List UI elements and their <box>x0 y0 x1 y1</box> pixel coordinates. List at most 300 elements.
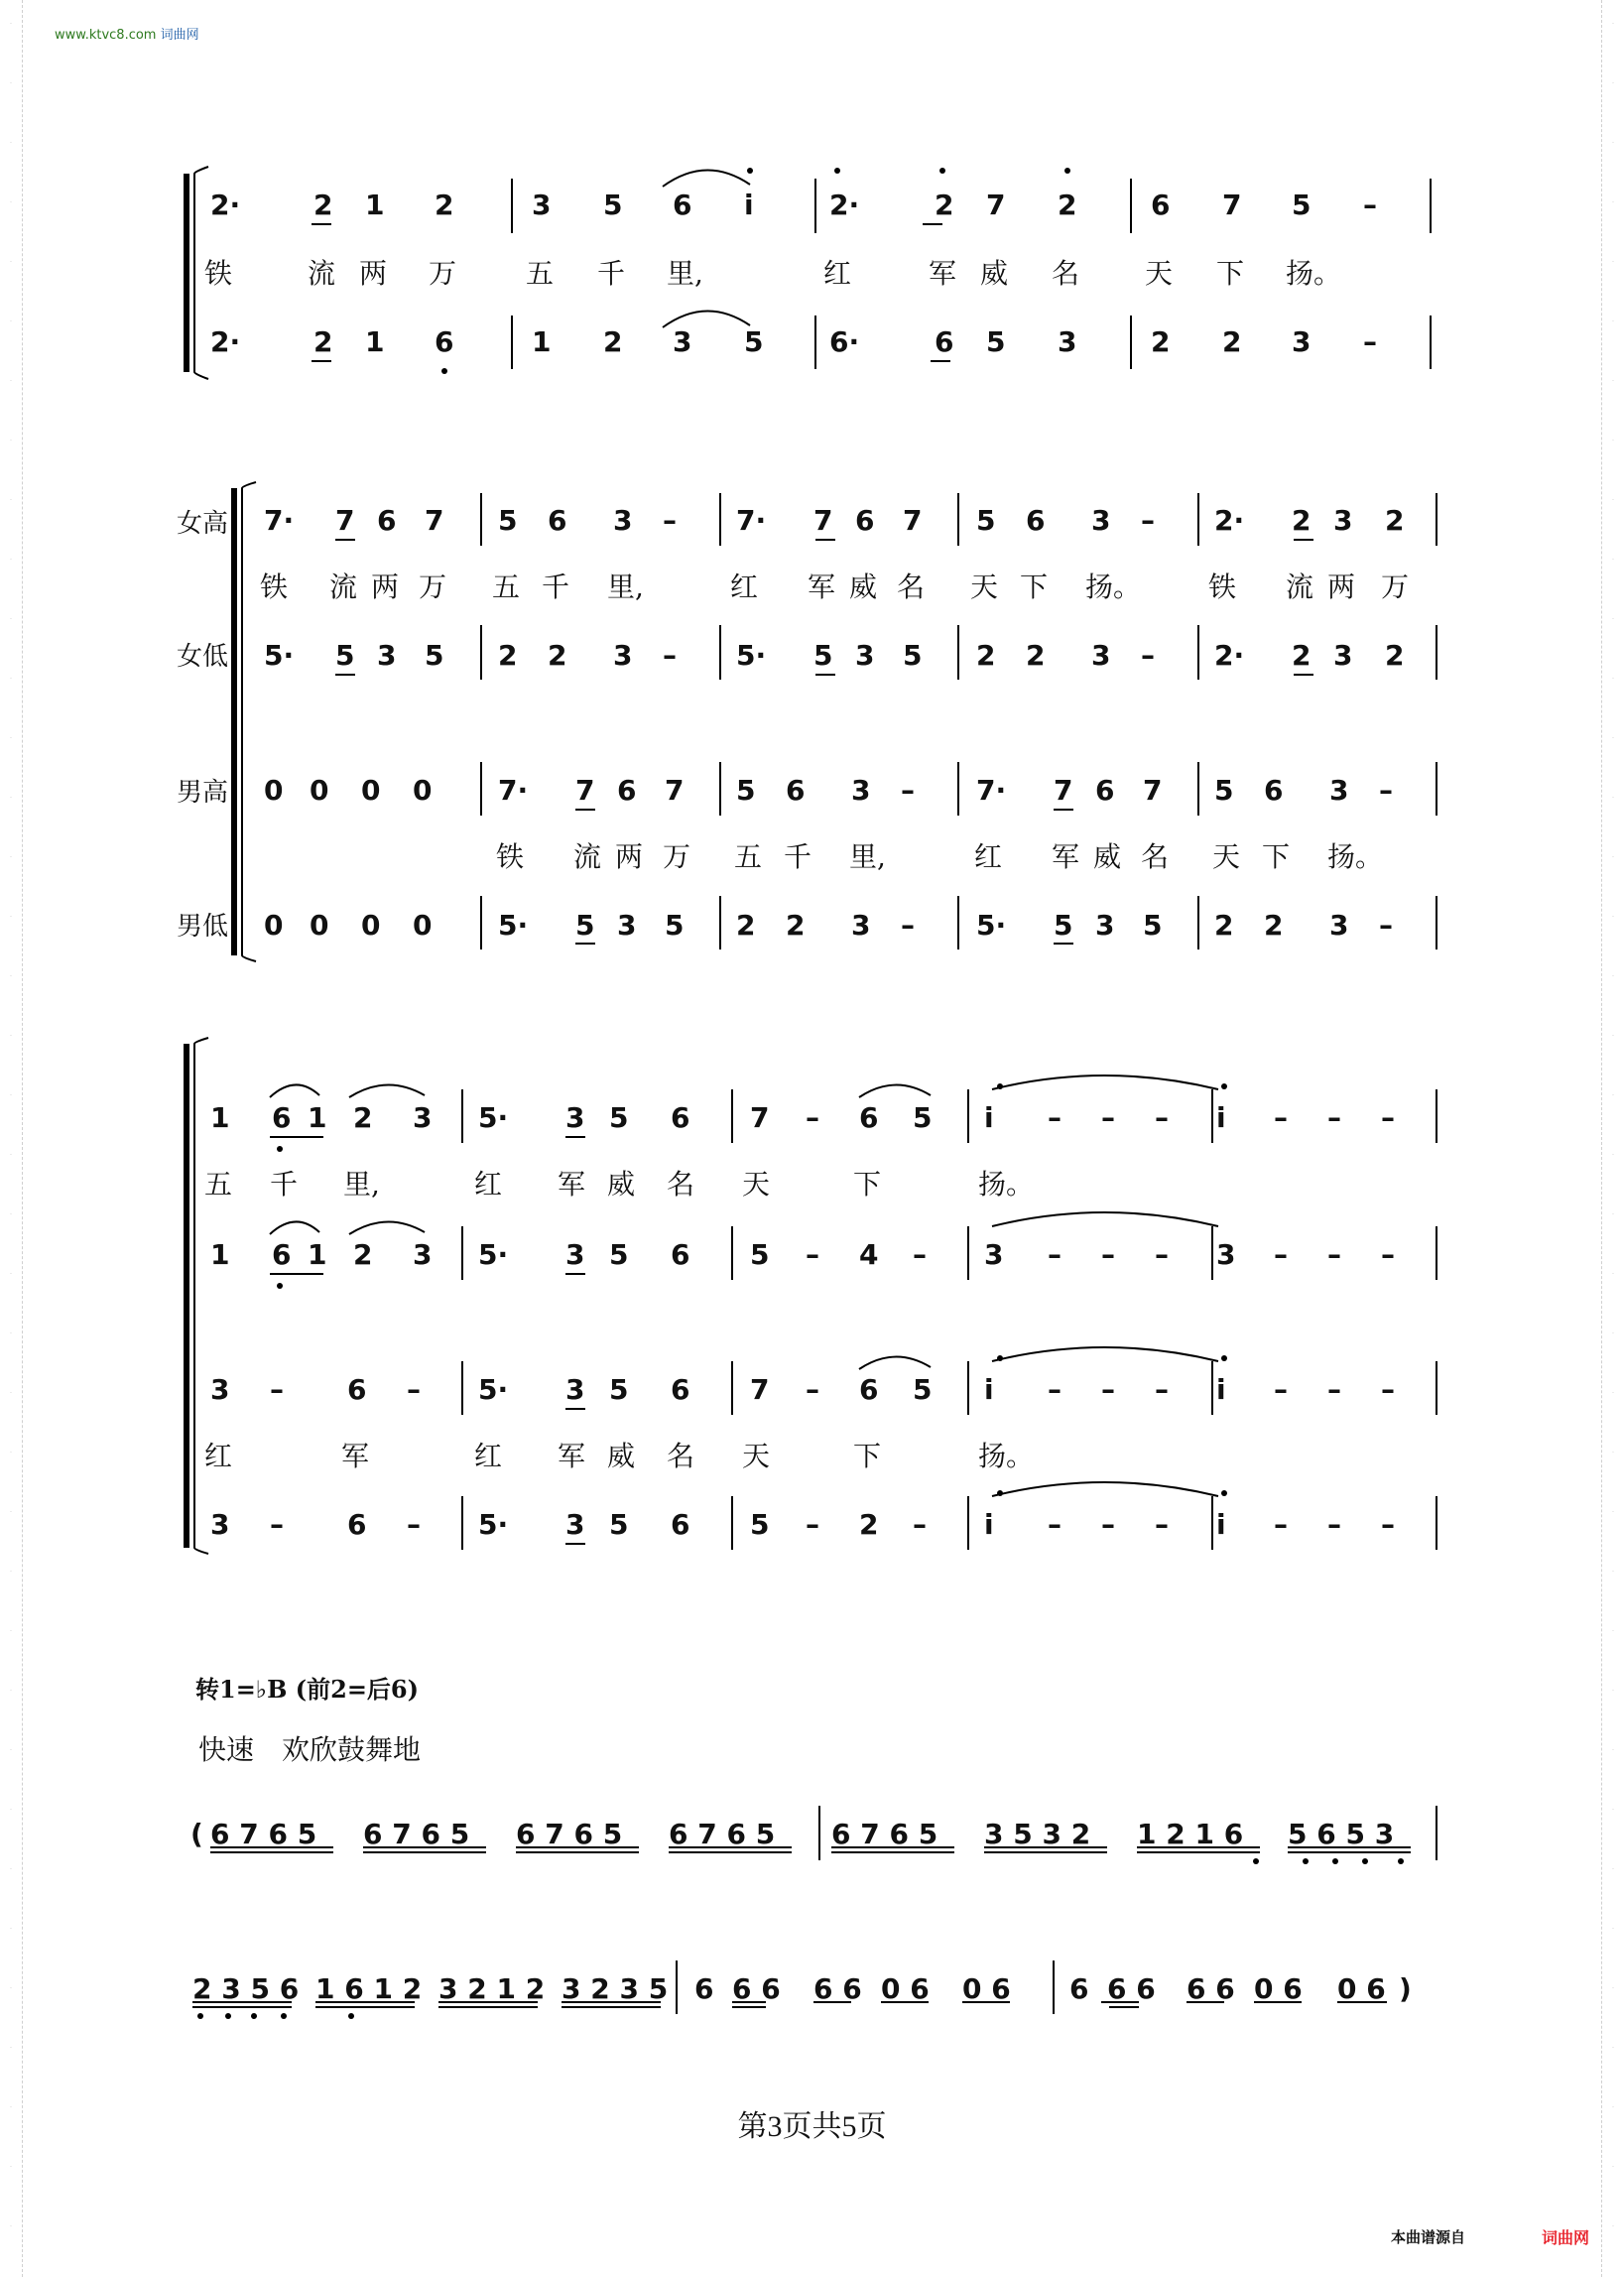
watermark-mark: · <box>9 734 13 742</box>
watermark-mark: · <box>1611 1865 1615 1873</box>
source-site-logo[interactable]: 词曲网 <box>1542 2228 1590 2247</box>
note: 6 <box>347 1508 367 1541</box>
note-group: 6 7 6 5 <box>516 1818 623 1850</box>
note: 0 <box>413 909 433 942</box>
note: – <box>1155 1373 1169 1406</box>
watermark-mark: · <box>9 377 13 385</box>
note: 0 <box>413 774 433 807</box>
note-group: 0 6 <box>881 1972 930 2005</box>
lyric: 天 <box>1145 257 1174 290</box>
note: – <box>806 1101 819 1134</box>
note: – <box>270 1373 284 1406</box>
note-group: 3 2 1 2 <box>438 1972 546 2005</box>
note-group: 3 5 3 2 <box>984 1818 1091 1850</box>
note: 5 <box>575 909 595 942</box>
note: 2· <box>210 189 241 221</box>
note: 0 <box>264 774 284 807</box>
note-group: 5 6 5 3 <box>1288 1818 1395 1850</box>
note: 5 <box>609 1373 629 1406</box>
note: 2 <box>1292 504 1312 537</box>
note: 2 <box>313 189 333 221</box>
note: 5 <box>744 325 764 358</box>
note: 0 <box>310 774 329 807</box>
watermark-mark: · <box>9 1568 13 1576</box>
watermark-mark: · <box>1611 913 1615 921</box>
watermark-mark: · <box>9 1508 13 1516</box>
note: 6 <box>935 325 954 358</box>
note: 0 <box>361 774 381 807</box>
note-group: ) <box>1399 1972 1412 2005</box>
note: 3 <box>413 1238 433 1271</box>
note: 2 <box>1222 325 1242 358</box>
note: – <box>1155 1238 1169 1271</box>
note: 5 <box>609 1238 629 1271</box>
watermark-mark: · <box>1611 1746 1615 1754</box>
lyric: 名 <box>667 1440 695 1472</box>
watermark-mark: · <box>1611 1984 1615 1992</box>
lyric: 万 <box>429 257 457 290</box>
watermark-mark: · <box>9 1449 13 1456</box>
site-url[interactable]: www.ktvc8.com <box>55 28 157 43</box>
lyric: 五 <box>204 1168 233 1201</box>
note: – <box>1155 1101 1169 1134</box>
note: 3 <box>565 1101 585 1134</box>
watermark-mark: · <box>1611 1151 1615 1159</box>
note-group: 3 2 3 5 <box>562 1972 669 2005</box>
watermark-mark: · <box>1611 2103 1615 2111</box>
note: 3 <box>1333 504 1353 537</box>
note: – <box>1381 1373 1395 1406</box>
note: 6 <box>377 504 397 537</box>
note: – <box>1048 1508 1062 1541</box>
watermark-mark: · <box>9 556 13 564</box>
note: – <box>1048 1373 1062 1406</box>
note: 5· <box>478 1373 509 1406</box>
note: 7 <box>750 1101 770 1134</box>
note: 2 <box>1214 909 1234 942</box>
note: 7· <box>498 774 529 807</box>
lyric: 天 <box>970 570 999 603</box>
note: 5 <box>425 639 444 672</box>
note: 5· <box>478 1101 509 1134</box>
note: – <box>1101 1508 1115 1541</box>
note: 6 <box>548 504 567 537</box>
note: 3 <box>565 1373 585 1406</box>
watermark-mark: · <box>1611 496 1615 504</box>
note: 0 <box>310 909 329 942</box>
watermark-mark: · <box>9 1746 13 1754</box>
lyric: 万 <box>419 570 447 603</box>
watermark-mark: · <box>1611 853 1615 861</box>
note: 2 <box>435 189 454 221</box>
note: 5 <box>609 1101 629 1134</box>
watermark-mark: · <box>9 79 13 87</box>
watermark-mark: · <box>1611 1389 1615 1397</box>
note: – <box>1381 1238 1395 1271</box>
lyric: 天 <box>1212 840 1241 873</box>
note: 1 <box>308 1101 327 1134</box>
note: 2 <box>1264 909 1284 942</box>
lyric: 名 <box>1052 257 1080 290</box>
watermark-mark: · <box>9 317 13 325</box>
note: 3 <box>1292 325 1312 358</box>
note-group: 6 7 6 5 <box>831 1818 938 1850</box>
note: 2· <box>1214 504 1245 537</box>
lyric: 红 <box>204 1440 233 1472</box>
note: 2 <box>1151 325 1171 358</box>
watermark-mark: · <box>9 437 13 444</box>
note-group: 0 6 <box>1337 1972 1386 2005</box>
watermark-mark: · <box>9 972 13 980</box>
lyric: 两 <box>371 570 400 603</box>
watermark-mark: · <box>9 1210 13 1218</box>
watermark-mark: · <box>9 1270 13 1278</box>
lyric: 下 <box>853 1168 882 1201</box>
note: 5· <box>264 639 295 672</box>
lyric: 扬。 <box>978 1168 1035 1201</box>
note: – <box>1048 1101 1062 1134</box>
note: 5 <box>665 909 685 942</box>
watermark-mark: · <box>9 496 13 504</box>
lyric: 里, <box>667 257 703 290</box>
lyric: 威 <box>849 570 878 603</box>
lyric: 流 <box>329 570 358 603</box>
watermark-mark: · <box>9 1151 13 1159</box>
note: 2· <box>210 325 241 358</box>
note: 1 <box>210 1238 230 1271</box>
note: 5· <box>498 909 529 942</box>
watermark-mark: · <box>1611 1627 1615 1635</box>
watermark-mark: · <box>9 2222 13 2230</box>
note: 0 <box>361 909 381 942</box>
note: – <box>407 1373 421 1406</box>
note: 3 <box>1329 909 1349 942</box>
lyric: 两 <box>1327 570 1356 603</box>
note: 5 <box>1054 909 1073 942</box>
note: 5· <box>976 909 1007 942</box>
watermark-mark: · <box>9 1091 13 1099</box>
watermark-mark: · <box>1611 317 1615 325</box>
note: – <box>1363 325 1377 358</box>
note: 5 <box>1143 909 1163 942</box>
lyric: 红 <box>823 257 852 290</box>
note: i <box>1216 1508 1226 1541</box>
lyric: 军 <box>558 1440 586 1472</box>
note: 7 <box>1143 774 1163 807</box>
note: 3 <box>413 1101 433 1134</box>
note: 2 <box>859 1508 879 1541</box>
lyric: 下 <box>1262 840 1291 873</box>
note: – <box>1274 1238 1288 1271</box>
note-group: 6 <box>694 1972 714 2005</box>
note: 5· <box>478 1508 509 1541</box>
note: i <box>1216 1101 1226 1134</box>
lyric: 五 <box>492 570 521 603</box>
lyric: 威 <box>607 1168 636 1201</box>
note: 3 <box>565 1238 585 1271</box>
watermark-mark: · <box>1611 615 1615 623</box>
note: 5 <box>1214 774 1234 807</box>
note-group: 0 6 <box>1254 1972 1303 2005</box>
lyric: 铁 <box>496 840 525 873</box>
note: – <box>806 1238 819 1271</box>
lyric: 红 <box>974 840 1003 873</box>
watermark-mark: · <box>9 853 13 861</box>
lyric: 流 <box>1286 570 1314 603</box>
note: – <box>1274 1101 1288 1134</box>
note: 2 <box>498 639 518 672</box>
watermark-mark: · <box>9 20 13 28</box>
note: 7 <box>813 504 833 537</box>
lyric: 名 <box>897 570 926 603</box>
note: 6 <box>671 1101 690 1134</box>
note-group: 6 7 6 5 <box>363 1818 470 1850</box>
watermark-mark: · <box>9 615 13 623</box>
note: 6 <box>1264 774 1284 807</box>
note: 6 <box>1095 774 1115 807</box>
note: – <box>1274 1373 1288 1406</box>
lyric: 万 <box>1381 570 1410 603</box>
note: 7 <box>750 1373 770 1406</box>
lyric: 天 <box>742 1168 771 1201</box>
note-group: 6 6 <box>1107 1972 1156 2005</box>
watermark-mark: · <box>1611 1925 1615 1933</box>
tempo-marking: 快速 欢欣鼓舞地 <box>198 1733 422 1766</box>
watermark-mark: · <box>9 1389 13 1397</box>
lyric: 里, <box>607 570 644 603</box>
lyric: 流 <box>308 257 336 290</box>
watermark-mark: · <box>1611 734 1615 742</box>
note-group: 1 2 1 6 <box>1137 1818 1244 1850</box>
watermark-mark: · <box>1611 139 1615 147</box>
note: 3 <box>613 639 633 672</box>
note: i <box>1216 1373 1226 1406</box>
watermark-mark: · <box>1611 2222 1615 2230</box>
watermark-mark: · <box>9 1925 13 1933</box>
note: 5 <box>335 639 355 672</box>
note: – <box>1379 774 1393 807</box>
watermark-mark: · <box>9 2044 13 2052</box>
watermark-mark: · <box>9 198 13 206</box>
watermark-mark: · <box>9 675 13 683</box>
lyric: 威 <box>1093 840 1122 873</box>
note: – <box>901 774 915 807</box>
lyric: 五 <box>526 257 555 290</box>
lyric: 铁 <box>1208 570 1237 603</box>
note: – <box>1327 1101 1341 1134</box>
note: – <box>901 909 915 942</box>
note: 6 <box>859 1101 879 1134</box>
watermark-mark: · <box>9 1984 13 1992</box>
note: – <box>1327 1373 1341 1406</box>
lyric: 名 <box>1141 840 1170 873</box>
lyric: 军 <box>808 570 836 603</box>
lyric: 红 <box>474 1440 503 1472</box>
lyric: 天 <box>742 1440 771 1472</box>
note: 5 <box>813 639 833 672</box>
note: 3 <box>1091 639 1111 672</box>
lyric: 千 <box>542 570 570 603</box>
watermark-mark: · <box>9 1865 13 1873</box>
note-group: 6 <box>1069 1972 1089 2005</box>
lyric: 扬。 <box>1327 840 1384 873</box>
note: 2 <box>1385 639 1405 672</box>
watermark-mark: · <box>1611 198 1615 206</box>
note: 2 <box>353 1238 373 1271</box>
watermark-mark: · <box>1611 1508 1615 1516</box>
note-group: ( <box>190 1818 203 1850</box>
note: 6 <box>435 325 454 358</box>
note: – <box>913 1508 927 1541</box>
note: 5 <box>913 1101 933 1134</box>
watermark-mark: · <box>9 1032 13 1040</box>
watermark-mark: · <box>9 1627 13 1635</box>
lyric: 五 <box>734 840 763 873</box>
lyric: 军 <box>1052 840 1080 873</box>
watermark-mark: · <box>1611 1210 1615 1218</box>
note: 0 <box>264 909 284 942</box>
note: 3 <box>613 504 633 537</box>
note: – <box>407 1508 421 1541</box>
watermark-mark: · <box>1611 556 1615 564</box>
note: 3 <box>1058 325 1077 358</box>
note: – <box>1048 1238 1062 1271</box>
lyric: 万 <box>663 840 691 873</box>
note: 2 <box>313 325 333 358</box>
note: 6 <box>673 189 692 221</box>
note: 7 <box>575 774 595 807</box>
note: 1 <box>532 325 552 358</box>
note: 5 <box>903 639 923 672</box>
watermark-mark: · <box>9 913 13 921</box>
watermark-mark: · <box>9 139 13 147</box>
note: 6 <box>671 1373 690 1406</box>
note-group: 6 6 <box>732 1972 781 2005</box>
note-group: 0 6 <box>962 1972 1011 2005</box>
note: 2 <box>548 639 567 672</box>
lyric: 千 <box>270 1168 299 1201</box>
lyric: 两 <box>615 840 644 873</box>
note: 2 <box>1292 639 1312 672</box>
lyric: 里, <box>849 840 886 873</box>
voice-label-alto: 女低 <box>177 642 229 672</box>
watermark-mark: · <box>1611 1329 1615 1337</box>
lyric: 红 <box>474 1168 503 1201</box>
source-note: 本曲谱源自 <box>1391 2228 1466 2246</box>
watermark-mark: · <box>1611 1687 1615 1695</box>
note: – <box>1327 1238 1341 1271</box>
lyric: 下 <box>1020 570 1049 603</box>
note: 6 <box>859 1373 879 1406</box>
note: i <box>984 1373 994 1406</box>
note: 6· <box>829 325 860 358</box>
note: 6 <box>272 1238 292 1271</box>
lyric: 铁 <box>260 570 289 603</box>
note: 5 <box>736 774 756 807</box>
note: 7 <box>1054 774 1073 807</box>
note: 6 <box>786 774 806 807</box>
note: 7· <box>976 774 1007 807</box>
note: 7 <box>1222 189 1242 221</box>
note: 3 <box>617 909 637 942</box>
note: 5 <box>976 504 996 537</box>
note: i <box>984 1508 994 1541</box>
watermark-mark: · <box>9 2103 13 2111</box>
voice-label-bass: 男低 <box>177 912 229 942</box>
note-group: 1 6 1 2 <box>315 1972 423 2005</box>
site-name[interactable]: 词曲网 <box>160 28 199 43</box>
lyric: 铁 <box>204 257 233 290</box>
note: – <box>806 1508 819 1541</box>
watermark-mark: · <box>9 1806 13 1814</box>
note: – <box>1101 1373 1115 1406</box>
note: 2 <box>976 639 996 672</box>
lyric: 扬。 <box>978 1440 1035 1472</box>
note-group: 6 6 <box>813 1972 862 2005</box>
note: – <box>663 639 677 672</box>
watermark-mark: · <box>1611 20 1615 28</box>
watermark-mark: · <box>9 1329 13 1337</box>
note: – <box>1379 909 1393 942</box>
lyric: 军 <box>341 1440 370 1472</box>
note: 5 <box>1292 189 1312 221</box>
watermark-mark: · <box>1611 675 1615 683</box>
note: 3 <box>1091 504 1111 537</box>
key-change: 转1=♭B (前2=后6) <box>195 1675 419 1704</box>
watermark-mark: · <box>1611 437 1615 444</box>
note: 7 <box>986 189 1006 221</box>
note: 5· <box>736 639 767 672</box>
watermark-mark: · <box>1611 2163 1615 2171</box>
note: – <box>1101 1101 1115 1134</box>
note: 6 <box>671 1238 690 1271</box>
note: i <box>984 1101 994 1134</box>
note: 3 <box>210 1508 230 1541</box>
lyric: 下 <box>853 1440 882 1472</box>
watermark-mark: · <box>1611 2044 1615 2052</box>
note: 2 <box>1058 189 1077 221</box>
note: 7 <box>665 774 685 807</box>
note: – <box>1274 1508 1288 1541</box>
note: 7· <box>264 504 295 537</box>
note: 3 <box>1216 1238 1236 1271</box>
note: 1 <box>308 1238 327 1271</box>
lyric: 千 <box>784 840 812 873</box>
note: 3 <box>851 909 871 942</box>
note: 2 <box>603 325 623 358</box>
note: 6 <box>1151 189 1171 221</box>
watermark-mark: · <box>9 1687 13 1695</box>
note: – <box>806 1373 819 1406</box>
watermark-mark: · <box>1611 794 1615 802</box>
note: – <box>1381 1101 1395 1134</box>
watermark-mark: · <box>1611 972 1615 980</box>
note: 3 <box>851 774 871 807</box>
watermark-mark: · <box>1611 1568 1615 1576</box>
note-group: 6 7 6 5 <box>210 1818 317 1850</box>
lyric: 流 <box>573 840 602 873</box>
watermark-mark: · <box>9 794 13 802</box>
watermark-mark: · <box>1611 1032 1615 1040</box>
lyric: 千 <box>597 257 626 290</box>
note: – <box>1141 504 1155 537</box>
note-group: 6 6 <box>1187 1972 1235 2005</box>
note-group: 2 3 5 6 <box>192 1972 300 2005</box>
note: 2 <box>935 189 954 221</box>
lyric: 军 <box>558 1168 586 1201</box>
lyric: 军 <box>929 257 957 290</box>
lyric: 里, <box>343 1168 380 1201</box>
